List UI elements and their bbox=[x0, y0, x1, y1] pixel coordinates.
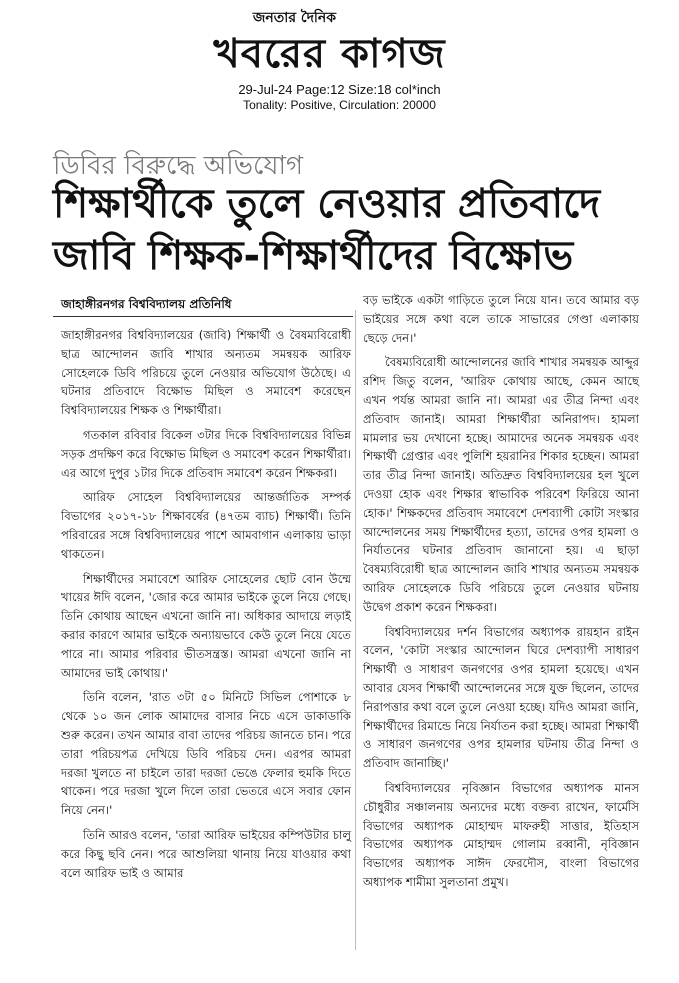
column-divider bbox=[355, 310, 356, 950]
paragraph: গতকাল রবিবার বিকেল ৩টার দিকে বিশ্ববিদ্যালয়ের বিভিন্ন সড়ক প্রদক্ষিণ করে বিক্ষোভ মিছিল ও সমাবেশ করেন শিক্ষার্থীরা। এর আগে দুপুর ১টার দিকে প্রতিবাদ সমাবেশ করেন শিক্ষকরা। bbox=[61, 427, 351, 480]
article-column-right bbox=[363, 291, 639, 898]
clip-meta-line2: Tonality: Positive, Circulation: 20000 bbox=[243, 98, 436, 112]
article-kicker: ডিবির বিরুদ্ধে অভিযোগ bbox=[53, 151, 304, 181]
paragraph: বড় ভাইকে একটা গাড়িতে তুলে নিয়ে যান। তবে আমার বড় ভাইয়ের সঙ্গে কথা বলে তাকে সাভারের গেণ্ডা এলাকায় ছেড়ে দেন।' bbox=[363, 293, 639, 345]
masthead-logo: খবরের কাগজ bbox=[213, 31, 446, 77]
headline-line-1: শিক্ষার্থীকে তুলে নেওয়ার প্রতিবাদে bbox=[53, 181, 601, 227]
paragraph: আরিফ সোহেল বিশ্ববিদ্যালয়ের আন্তর্জাতিক সম্পর্ক বিভাগের ২০১৭-১৮ শিক্ষাবর্ষের (৪৭তম ব্যাচ) শিক্ষার্থী। তিনি পরিবারের সঙ্গে বিশ্ববিদ্যালয়ের পাশে আমবাগান এলাকায় ভাড়া থাকতেন। bbox=[61, 490, 351, 561]
article-column-left bbox=[61, 326, 351, 888]
paragraph: বিশ্ববিদ্যালয়ের নৃবিজ্ঞান বিভাগের অধ্যাপক মানস চৌধুরীর সঞ্চালনায় অন্যদের মধ্যে বক্তব্য রাখেন, ফার্মেসি বিভাগের অধ্যাপক মোহাম্মদ মাফরুহী সাত্তার, ইতিহাস বিভাগের অধ্যাপক মোহাম্মদ গোলাম রব্বানী, নৃবিজ্ঞান বিভাগের অধ্যাপক সাঈদ ফেরদৌস, বাংলা বিভাগের অধ্যাপক শামীমা সুলতানা প্রমুখ। bbox=[363, 780, 639, 889]
headline-line-2: জাবি শিক্ষক-শিক্ষার্থীদের বিক্ষোভ bbox=[53, 233, 574, 279]
paragraph: বিশ্ববিদ্যালয়ের দর্শন বিভাগের অধ্যাপক রায়হান রাইন বলেন, 'কোটা সংস্কার আন্দোলন ঘিরে দেশব্যাপী সাধারণ শিক্ষার্থী ও সাধারণ জনগণের ওপর হামলা হয়েছে। এখন আবার যেসব শিক্ষার্থী আন্দোলনের সঙ্গে যুক্ত ছিলেন, তাদের নিরাপত্তার কথা বলে তুলে নেওয়া হচ্ছে। যদিও আমরা জানি, শিক্ষার্থীদের রিমান্ডে নিয়ে নির্যাতন করা হচ্ছে। আমরা শিক্ষার্থী ও সাধারণ জনগণের ওপর হামলার ঘটনায় তীব্র নিন্দা ও প্রতিবাদ জানাচ্ছি।' bbox=[363, 624, 639, 771]
paragraph: তিনি আরও বলেন, 'তারা আরিফ ভাইয়ের কম্পিউটার চালু করে কিছু ছবি নেন। পরে আশুলিয়া থানায় নিয়ে যাওয়ার কথা বলে আরিফ ভাই ও আমার bbox=[61, 827, 351, 880]
paragraph: তিনি বলেন, 'রাত ৩টা ৫০ মিনিটে সিভিল পোশাকে ৮ থেকে ১০ জন লোক আমাদের বাসার নিচে এসে ডাকাডাকি শুরু করেন। তখন আমার বাবা তাদের পরিচয় জানতে চান। পরে তারা পরিচয়পত্র দেখিয়ে ডিবি পরিচয় দেন। এরপর আমরা দরজা খুলতে না চাইলে তারা দরজা ভেঙে ফেলার হুমকি দিতে থাকেন। পরে দরজা খুলে দিলে তারা ভেতরে এসে সবার ফোন নিয়ে নেন।' bbox=[61, 690, 351, 818]
byline: জাহাঙ্গীরনগর বিশ্ববিদ্যালয় প্রতিনিধি bbox=[61, 297, 232, 311]
clip-meta-line1: 29-Jul-24 Page:12 Size:18 col*inch bbox=[238, 82, 441, 97]
masthead-tagline: জনতার দৈনিক bbox=[252, 10, 337, 26]
paragraph: বৈষম্যবিরোধী আন্দোলনের জাবি শাখার সমন্বয়ক আব্দুর রশিদ জিতু বলেন, 'আরিফ কোথায় আছে, কেমন আছে এখন পর্যন্ত আমরা জানি না। আমরা এর তীব্র নিন্দা এবং প্রতিবাদ জানাই। আমরা শিক্ষার্থীরা অনিরাপদ। হামলা মামলার ভয় দেখানো হচ্ছে। আমাদের অনেক সমন্বয়ক এবং শিক্ষার্থী গ্রেপ্তার এবং পুলিশি হয়রানির শিকার হচ্ছেন। আমরা তার তীব্র নিন্দা জানাই। অতিদ্রুত বিশ্ববিদ্যালয়ের হল খুলে দেওয়া হোক এবং শিক্ষার স্বাভাবিক পরিবেশ ফিরিয়ে আনা হোক।' শিক্ষকদের প্রতিবাদ সমাবেশে দেশব্যাপী কোটা সংস্কার আন্দোলনের সময় শিক্ষার্থীদের হত্যা, তাদের ওপর হামলা ও নির্যাতনের ঘটনার প্রতিবাদ জানানো হয়। এ ছাড়া বৈষম্যবিরোধী ছাত্র আন্দোলন জাবি শাখার অন্যতম সমন্বয়ক আরিফ সোহেলকে ডিবি পরিচয়ে তুলে নেওয়ার ঘটনায় উদ্বেগ প্রকাশ করেন শিক্ষকরা। bbox=[363, 355, 639, 614]
paragraph: জাহাঙ্গীরনগর বিশ্ববিদ্যালয়ের (জাবি) শিক্ষার্থী ও বৈষম্যবিরোধী ছাত্র আন্দোলন জাবি শাখার অন্যতম সমন্বয়ক আরিফ সোহেলকে ডিবি পরিচয়ে তুলে নেওয়ার অভিযোগ উঠেছে। এ ঘটনার প্রতিবাদে বিক্ষোভ মিছিল ও সমাবেশ করেছেন বিশ্ববিদ্যালয়ের শিক্ষক ও শিক্ষার্থীরা। bbox=[61, 328, 351, 418]
byline-rule bbox=[53, 316, 353, 317]
paragraph: শিক্ষার্থীদের সমাবেশে আরিফ সোহেলের ছোট বোন উম্মে খায়ের ঈদি বলেন, 'জোর করে আমার ভাইকে তুলে নিয়ে গেছে। তিনি কোথায় আছেন এখনো জানি না। অধিকার আদায়ে লড়াই করার কারণে আমার ভাইকে অন্যায়ভাবে কেউ তুলে নিয়ে যেতে পারে না। আমার পরিবার ভীতসন্ত্রস্ত। আমরা এখনো জানি না আমাদের ভাই কোথায়।' bbox=[61, 571, 351, 680]
